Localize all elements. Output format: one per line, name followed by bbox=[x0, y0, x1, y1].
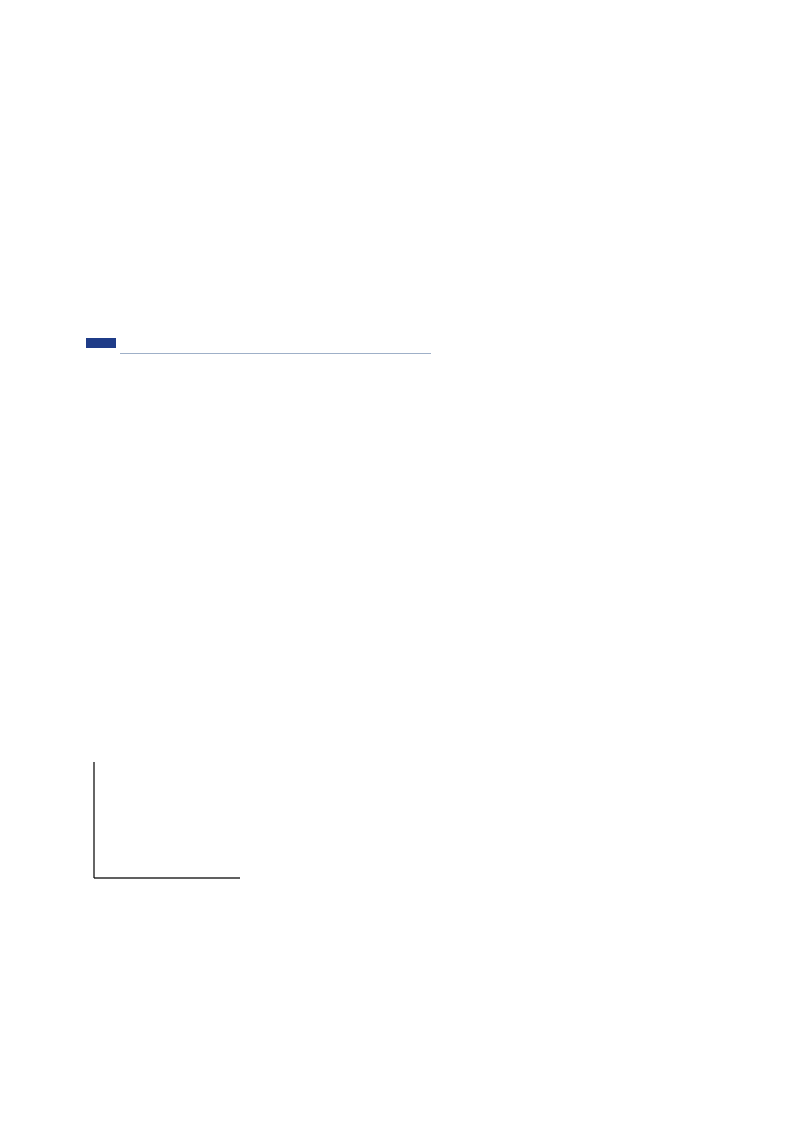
section-banner bbox=[86, 332, 431, 354]
banner-rule bbox=[120, 353, 431, 354]
birth-death-rate-chart bbox=[70, 760, 250, 910]
banner-bar bbox=[86, 338, 116, 348]
